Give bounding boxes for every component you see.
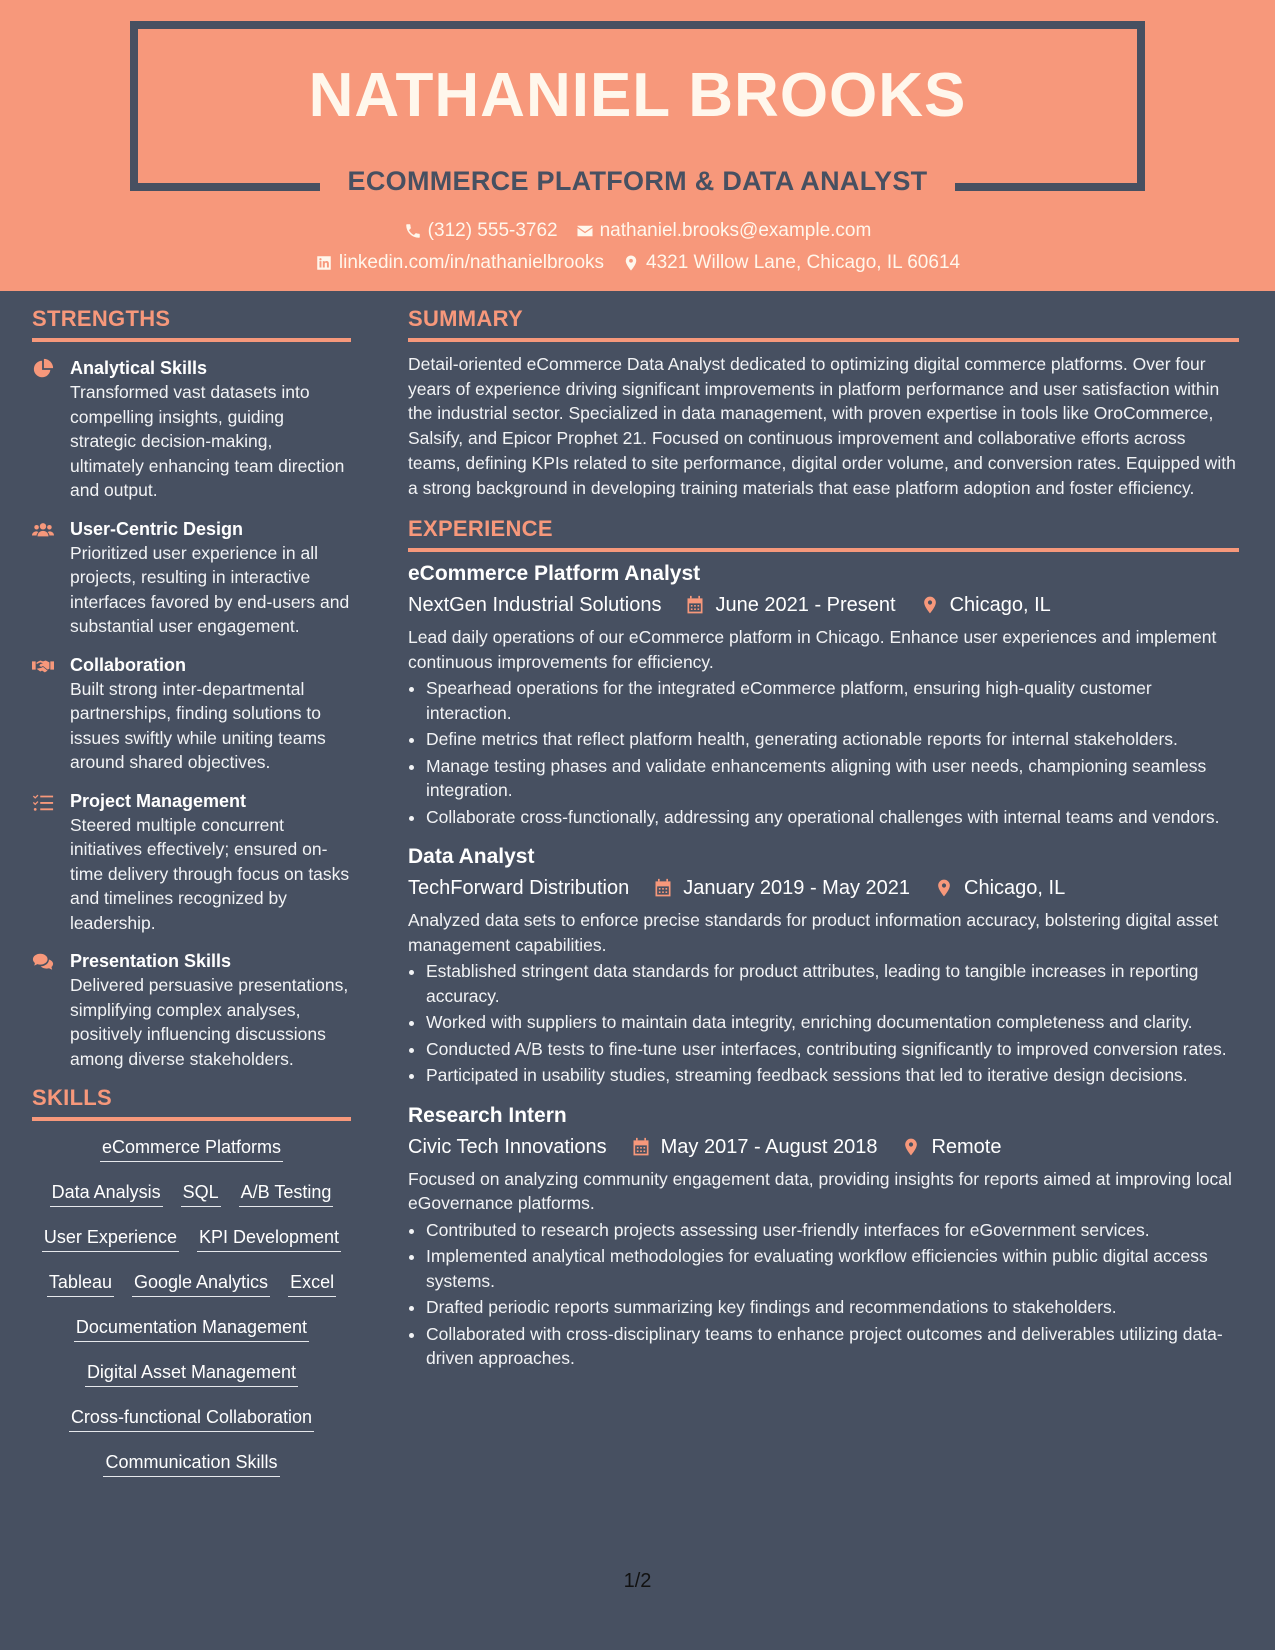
skill-row — [100, 1131, 283, 1176]
job-meta — [408, 1133, 1239, 1161]
skill-row — [69, 1401, 314, 1446]
strength-title: Project Management — [70, 790, 247, 811]
handshake-icon — [32, 655, 54, 677]
job-location: Remote — [931, 1135, 1002, 1158]
contact-linkedin[interactable] — [315, 252, 604, 274]
skill-tag: Documentation Management — [74, 1311, 309, 1342]
candidate-name: NATHANIEL BROOKS — [308, 61, 967, 130]
skill-tag: Google Analytics — [132, 1266, 270, 1297]
candidate-role: ECOMMERCE PLATFORM & DATA ANALYST — [347, 166, 928, 196]
linkedin-icon — [315, 254, 333, 272]
envelope-icon — [576, 222, 594, 240]
strength-desc: Delivered persuasive presentations, simplifying complex analyses, positively influencing discussions among diverse stakeholders. — [70, 975, 349, 1069]
job-location: Chicago, IL — [964, 877, 1066, 900]
skill-tag: SQL — [181, 1176, 221, 1207]
job-bullet: • Established stringent data standards for product attributes, leading to tangible increases in reporting accuracy. — [426, 959, 1239, 1008]
skill-row — [74, 1311, 309, 1356]
right-column — [408, 306, 1239, 1373]
job-company: NextGen Industrial Solutions — [408, 594, 662, 617]
strength-desc: Built strong inter-departmental partnerships, finding solutions to issues swiftly while uniting teams around shared objectives. — [70, 678, 326, 772]
job-entry — [408, 843, 1239, 1088]
strengths-list — [32, 356, 351, 1071]
experience-heading: EXPERIENCE — [408, 516, 1239, 552]
job-dates: January 2019 - May 2021 — [683, 877, 911, 900]
job-bullet: • Conducted A/B tests to fine-tune user interfaces, contributing significantly to improved conversion rates. — [426, 1037, 1239, 1062]
job-company: Civic Tech Innovations — [408, 1135, 607, 1158]
skill-row — [85, 1356, 298, 1401]
job-bullet: • Implemented analytical methodologies for evaluating workflow efficiencies within public digital access systems. — [426, 1244, 1239, 1293]
job-bullets — [408, 676, 1239, 829]
skill-tag: Data Analysis — [50, 1176, 163, 1207]
strength-item — [32, 356, 351, 503]
skills-heading: SKILLS — [32, 1085, 351, 1121]
strength-title: User-Centric Design — [70, 518, 244, 539]
strength-title: Collaboration — [70, 654, 186, 675]
map-pin-icon — [901, 1137, 921, 1157]
strength-title: Analytical Skills — [70, 358, 208, 378]
job-bullet: • Define metrics that reflect platform health, generating actionable reports for internal stakeholders. — [426, 727, 1239, 752]
calendar-icon — [653, 878, 673, 898]
job-dates: May 2017 - August 2018 — [660, 1135, 878, 1158]
strength-item — [32, 949, 351, 1071]
contact-phone[interactable] — [404, 220, 558, 242]
calendar-icon — [631, 1137, 651, 1157]
job-bullets — [408, 959, 1239, 1088]
skill-row — [103, 1446, 279, 1491]
summary-text: Detail-oriented eCommerce Data Analyst dedicated to optimizing digital commerce platforms. Over four years of experience driving significant improvements in platform performance and user satisfaction within the industrial sector. Specialized in data management, with proven expertise in tools like OroCommerce, Salsify, and Epicor Prophet 21. Focused on continuous improvement and collaborative efforts across teams, defining KPIs related to site performance, digital order volume, and conversion rates. Equipped with a strong background in developing training materials that ease platform adoption and foster efficiency. — [408, 354, 1236, 498]
linkedin-text: linkedin.com/in/nathanielbrooks — [338, 252, 605, 273]
strength-desc: Steered multiple concurrent initiatives effectively; ensured on-time delivery through focus on tasks and timelines recognized by leadership. — [70, 814, 350, 933]
skill-tag: Digital Asset Management — [85, 1356, 298, 1387]
job-dates: June 2021 - Present — [715, 594, 896, 617]
skill-tag: Communication Skills — [103, 1446, 279, 1477]
skills-list — [32, 1131, 351, 1491]
phone-text: (312) 555-3762 — [427, 220, 558, 241]
page-number: 1/2 — [623, 1570, 652, 1592]
calendar-icon — [685, 595, 705, 615]
resume-header — [0, 0, 1275, 291]
job-title: eCommerce Platform Analyst — [408, 562, 701, 586]
address-text: 4321 Willow Lane, Chicago, IL 60614 — [646, 252, 961, 273]
map-pin-icon — [934, 878, 954, 898]
job-bullet: • Spearhead operations for the integrated eCommerce platform, ensuring high-quality customer interaction. — [426, 676, 1239, 725]
job-company: TechForward Distribution — [408, 877, 630, 900]
skill-tag: A/B Testing — [239, 1176, 334, 1207]
skill-row — [50, 1176, 334, 1221]
job-title: Research Intern — [408, 1103, 567, 1127]
skill-row — [42, 1221, 341, 1266]
job-entry — [408, 1102, 1239, 1371]
job-bullet: • Manage testing phases and validate enhancements aligning with user needs, championing seamless integration. — [426, 754, 1239, 803]
skill-tag: eCommerce Platforms — [100, 1131, 283, 1162]
skill-tag: Excel — [288, 1266, 336, 1297]
skill-tag: User Experience — [42, 1221, 179, 1252]
contact-row-2 — [0, 252, 1275, 274]
job-bullet: • Worked with suppliers to maintain data integrity, enriching documentation completeness and clarity. — [426, 1010, 1239, 1035]
strength-desc: Prioritized user experience in all projects, resulting in interactive interfaces favored by end-users and substantial user engagement. — [70, 542, 350, 636]
users-icon — [32, 519, 54, 541]
job-meta — [408, 874, 1239, 902]
skill-tag: KPI Development — [197, 1221, 341, 1252]
email-text: nathaniel.brooks@example.com — [599, 220, 872, 241]
job-bullet: • Drafted periodic reports summarizing key findings and recommendations to stakeholders. — [426, 1295, 1239, 1320]
job-bullet: • Collaborated with cross-disciplinary teams to enhance project outcomes and deliverables utilizing data-driven approaches. — [426, 1322, 1239, 1371]
skill-row — [47, 1266, 336, 1311]
strength-item — [32, 789, 351, 936]
task-list-icon — [32, 791, 54, 813]
map-pin-icon — [622, 254, 640, 272]
job-description: Focused on analyzing community engagement data, providing insights for reports aimed at improving local eGovernance platforms. — [408, 1168, 1232, 1214]
map-pin-icon — [920, 595, 940, 615]
skill-tag: Cross-functional Collaboration — [69, 1401, 314, 1432]
job-bullet: • Collaborate cross-functionally, addressing any operational challenges with internal teams and vendors. — [426, 805, 1239, 830]
job-title: Data Analyst — [408, 845, 535, 869]
job-bullet: • Participated in usability studies, streaming feedback sessions that led to iterative design decisions. — [426, 1063, 1239, 1088]
job-location: Chicago, IL — [949, 594, 1051, 617]
job-entry — [408, 560, 1239, 829]
contact-email[interactable] — [576, 220, 872, 242]
left-column — [32, 306, 351, 1491]
summary-heading: SUMMARY — [408, 306, 1239, 342]
contact-address — [622, 252, 960, 274]
job-bullet: • Contributed to research projects assessing user-friendly interfaces for eGovernment services. — [426, 1218, 1239, 1243]
job-bullets — [408, 1218, 1239, 1371]
contact-row-1 — [0, 220, 1275, 242]
pie-chart-icon — [32, 358, 54, 380]
strengths-heading: STRENGTHS — [32, 306, 351, 342]
strength-item — [32, 517, 351, 639]
job-description: Analyzed data sets to enforce precise standards for product information accuracy, bolstering digital asset management capabilities. — [408, 910, 1218, 955]
comments-icon — [32, 951, 54, 973]
strength-item — [32, 653, 351, 775]
phone-icon — [404, 222, 422, 240]
strength-title: Presentation Skills — [70, 951, 232, 971]
strength-desc: Transformed vast datasets into compelling insights, guiding strategic decision-making, ultimately enhancing team direction and output. — [70, 382, 345, 500]
job-description: Lead daily operations of our eCommerce platform in Chicago. Enhance user experiences and implement continuous improvements for efficiency. — [408, 627, 1217, 672]
skill-tag: Tableau — [47, 1266, 114, 1297]
job-meta — [408, 591, 1239, 619]
